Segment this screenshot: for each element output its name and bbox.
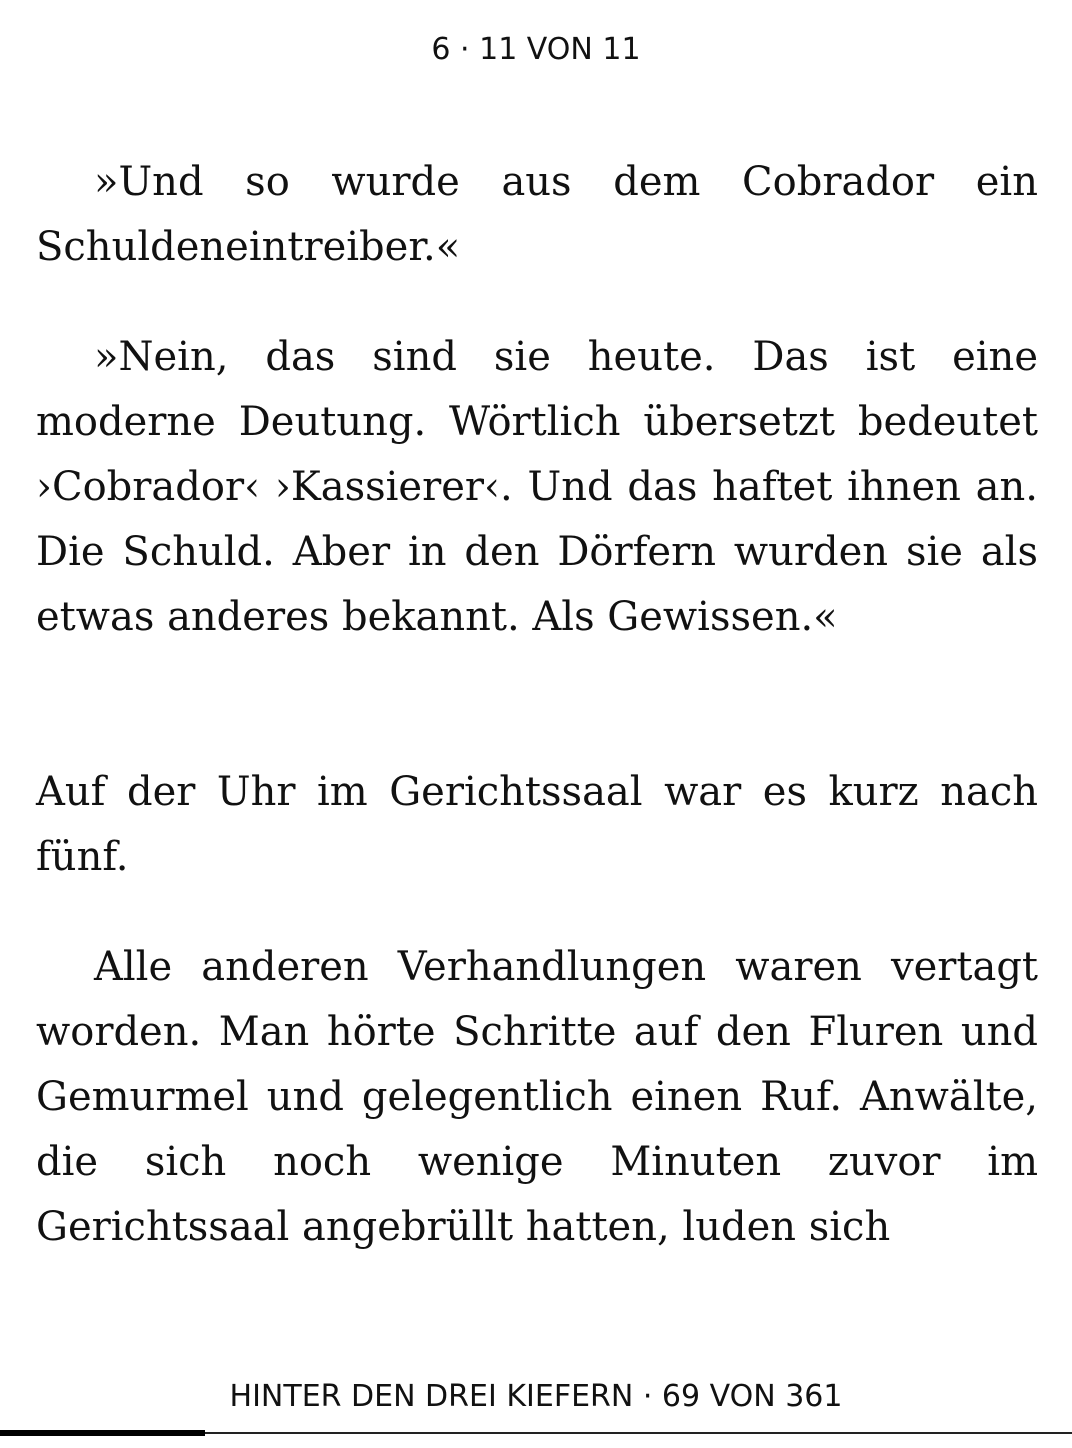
book-page-text[interactable] <box>36 150 1038 1260</box>
paragraph-spacer <box>36 280 1038 325</box>
paragraph: »Nein, das sind sie heute. Das ist eine moderne Deutung. Wörtlich übersetzt bedeutet ›Cobrador‹ ›Kassierer‹. Und das haftet ihnen an. Die Schuld. Aber in den Dörfern wurden sie als etwas anderes bekannt. Als Gewissen.« <box>36 334 1038 640</box>
paragraph: »Und so wurde aus dem Cobrador ein Schuldeneintreiber.« <box>36 159 1038 270</box>
paragraph: Alle anderen Verhandlungen waren vertagt worden. Man hörte Schritte auf den Fluren und Gemurmel und gelegentlich einen Ruf. Anwälte, die sich noch wenige Minuten zuvor im Gerichtssaal angebrüllt hatten, luden sich <box>36 944 1038 1250</box>
paragraph: Auf der Uhr im Gerichtssaal war es kurz nach fünf. <box>36 769 1038 880</box>
reading-progress-fill <box>0 1430 205 1436</box>
chapter-progress-header: 6 · 11 VON 11 <box>431 32 641 67</box>
book-progress-footer: HINTER DEN DREI KIEFERN · 69 VON 361 <box>229 1379 843 1414</box>
section-break <box>36 650 1038 760</box>
paragraph-spacer <box>36 890 1038 935</box>
